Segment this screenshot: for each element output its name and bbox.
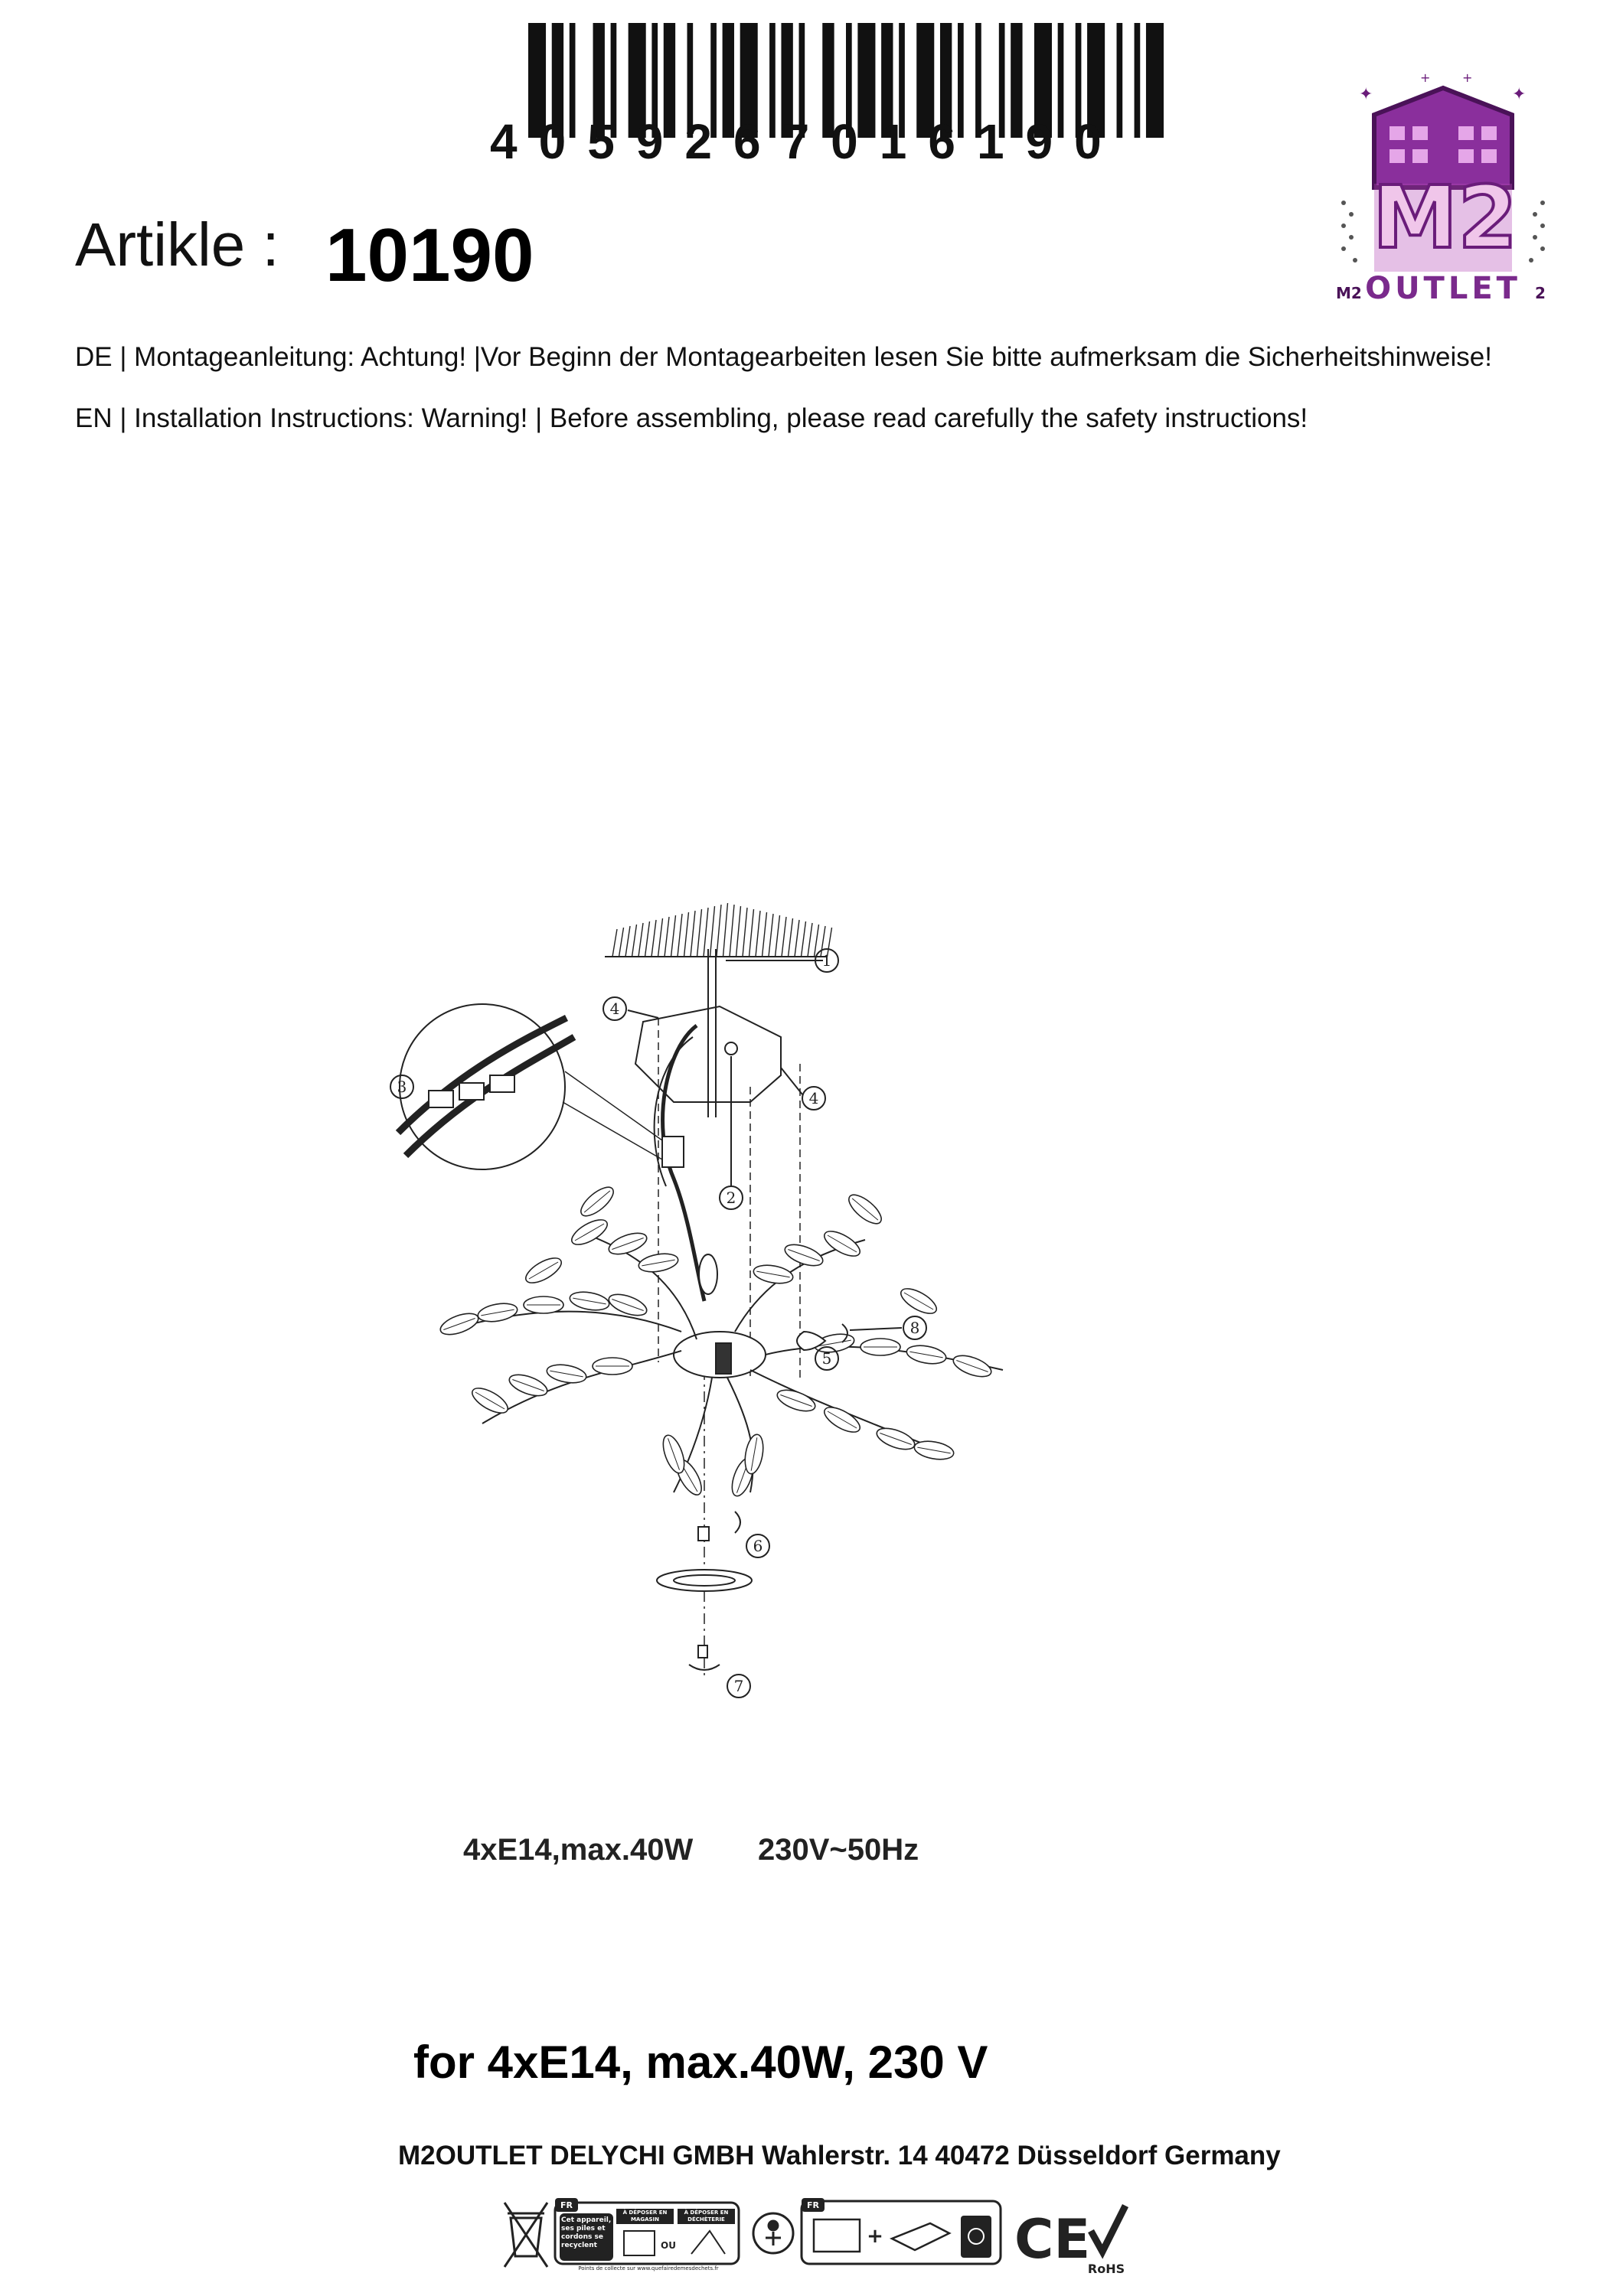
callout-8: 8	[909, 1319, 920, 1337]
weee-bin-icon	[505, 2203, 547, 2267]
callout-7: 7	[733, 1677, 744, 1695]
svg-text:+: +	[867, 2225, 883, 2248]
logo-small-right: 2	[1535, 284, 1546, 302]
callout-6: 6	[753, 1537, 763, 1555]
fr-tag: FR	[560, 2200, 573, 2210]
logo-small-left: M2	[1336, 284, 1362, 302]
depot-magasin: À DÉPOSER EN MAGASIN	[616, 2209, 674, 2224]
rohs-check-icon	[1088, 2206, 1125, 2276]
packaging-icon	[802, 2198, 1001, 2264]
barcode-digits: 4059267016190	[490, 114, 1123, 169]
company-address: M2OUTLET DELYCHI GMBH Wahlerstr. 14 40472 Düsseldorf Germany	[398, 2141, 1281, 2170]
ce-icon: CE	[1014, 2208, 1091, 2271]
svg-text:✦: ✦	[1359, 85, 1373, 104]
assembly-diagram	[367, 872, 1056, 1699]
triman-text: Cet appareil, ses piles et cordons se recyclent	[561, 2216, 612, 2249]
svg-text:✦: ✦	[1512, 85, 1527, 104]
recycle-person-icon	[753, 2213, 793, 2253]
callout-5: 5	[821, 1349, 832, 1368]
article-number: 10190	[325, 213, 534, 297]
spec-bulbs: 4xE14,max.40W	[463, 1833, 694, 1867]
ou-label: OU	[661, 2240, 676, 2251]
callout-4a: 4	[609, 1000, 620, 1018]
callout-4b: 4	[808, 1089, 819, 1107]
logo-wordmark: OUTLET	[1365, 271, 1521, 306]
callout-3: 3	[397, 1078, 407, 1096]
instructions-en: EN | Installation Instructions: Warning! | Before assembling, please read carefully the safety instructions!	[75, 403, 1308, 433]
fr-tag-2: FR	[807, 2200, 819, 2210]
collection-site: Points de collecte sur www.quefairedemesdechets.fr	[578, 2265, 719, 2272]
rohs-label: RoHS	[1087, 2262, 1125, 2276]
triman-icon	[555, 2198, 740, 2278]
callout-2: 2	[726, 1189, 736, 1207]
compliance-strip	[501, 2197, 1129, 2281]
logo-mark: M2	[1372, 168, 1518, 268]
callout-1: 1	[821, 951, 832, 970]
svg-text:+: +	[1462, 73, 1473, 85]
depot-decheterie: À DÉPOSER EN DÉCHÈTERIE	[678, 2209, 735, 2224]
article-label: Artikle :	[75, 210, 279, 279]
spec-voltage: 230V~50Hz	[758, 1833, 919, 1867]
svg-text:+: +	[1420, 73, 1431, 85]
bottom-spec: for 4xE14, max.40W, 230 V	[413, 2037, 988, 2088]
instructions-de: DE | Montageanleitung: Achtung! |Vor Beginn der Montagearbeiten lesen Sie bitte aufmerksam die Sicherheitshinweise!	[75, 342, 1492, 372]
